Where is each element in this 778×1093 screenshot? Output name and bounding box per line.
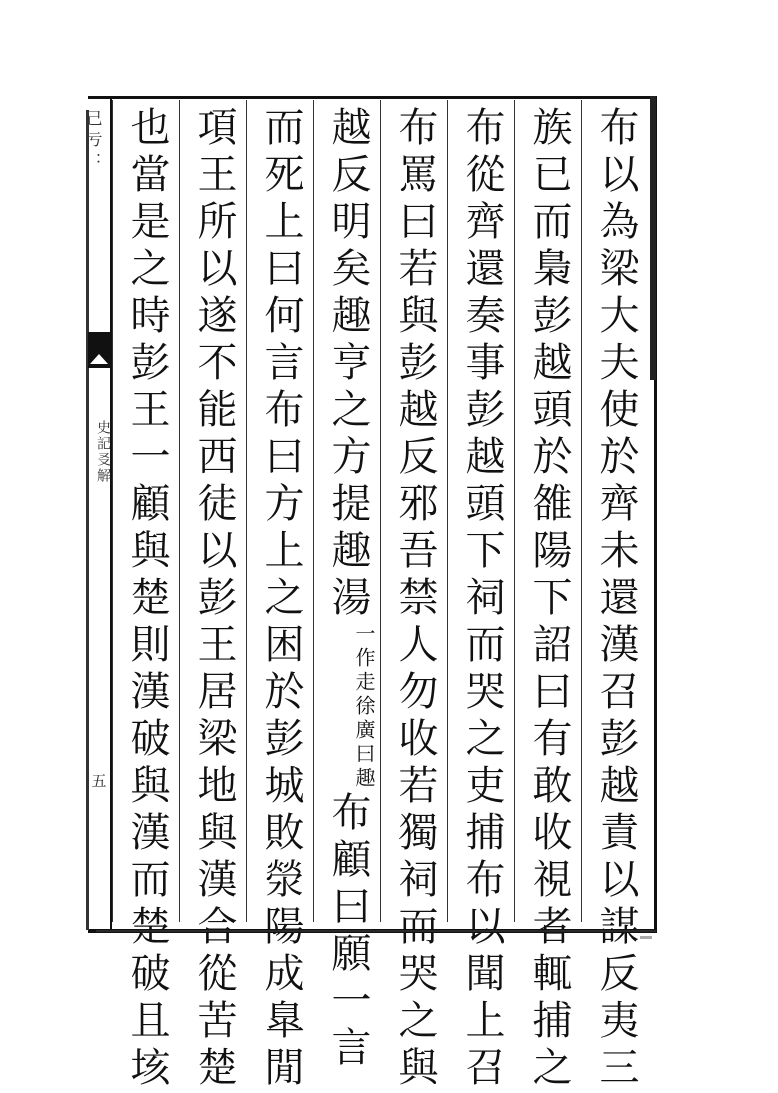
commentary-note-left: 一作走 xyxy=(352,623,376,695)
book-title: 史記㕛解 xyxy=(95,420,111,484)
column-rule xyxy=(246,100,247,922)
column-rule xyxy=(112,100,113,922)
gutter-edge-line xyxy=(86,110,89,930)
column-rule xyxy=(581,100,582,922)
column-rule xyxy=(380,100,381,922)
text-columns xyxy=(112,100,652,1093)
page-gutter xyxy=(84,96,112,930)
commentary-note xyxy=(350,623,378,791)
text-column-5 xyxy=(318,106,378,1073)
column-rule xyxy=(313,100,314,922)
column-rule xyxy=(447,100,448,922)
text-column-4: 布罵曰若與彭越反邪吾禁人勿收若獨祠而哭之與 xyxy=(392,106,438,1093)
column-5-text-before: 越反明矣趣亨之方提趣湯 xyxy=(325,106,371,623)
text-column-7: 項王所以遂不能西徒以彭王居梁地與漢合從苦楚 xyxy=(191,106,237,1093)
text-column-3: 布從齊還奏事彭越頭下祠而哭之吏捕布以聞上召 xyxy=(459,106,505,1093)
commentary-note-right: 徐廣曰趣 xyxy=(352,695,376,791)
text-column-2: 族已而梟彭越頭於雒陽下詔曰有敢收視者輒捕之 xyxy=(526,106,572,1093)
print-speck xyxy=(640,936,652,939)
text-column-1: 布以為梁大夫使於齊未還漢召彭越責以謀反夷三 xyxy=(593,106,639,1093)
print-speck-line xyxy=(96,930,656,932)
column-5-text-after: 布顧曰願一言 xyxy=(325,791,371,1073)
text-column-6: 而死上曰何言布曰方上之困於彭城敗滎陽成臯閒 xyxy=(258,106,304,1093)
text-column-8: 也當是之時彭王一顧與楚則漢破與漢而楚破且垓 xyxy=(124,106,170,1093)
page-number: 五 xyxy=(91,772,107,790)
column-rule xyxy=(179,100,180,922)
gutter-top-marks: 己 亏 ： xyxy=(84,110,103,169)
column-rule xyxy=(514,100,515,922)
